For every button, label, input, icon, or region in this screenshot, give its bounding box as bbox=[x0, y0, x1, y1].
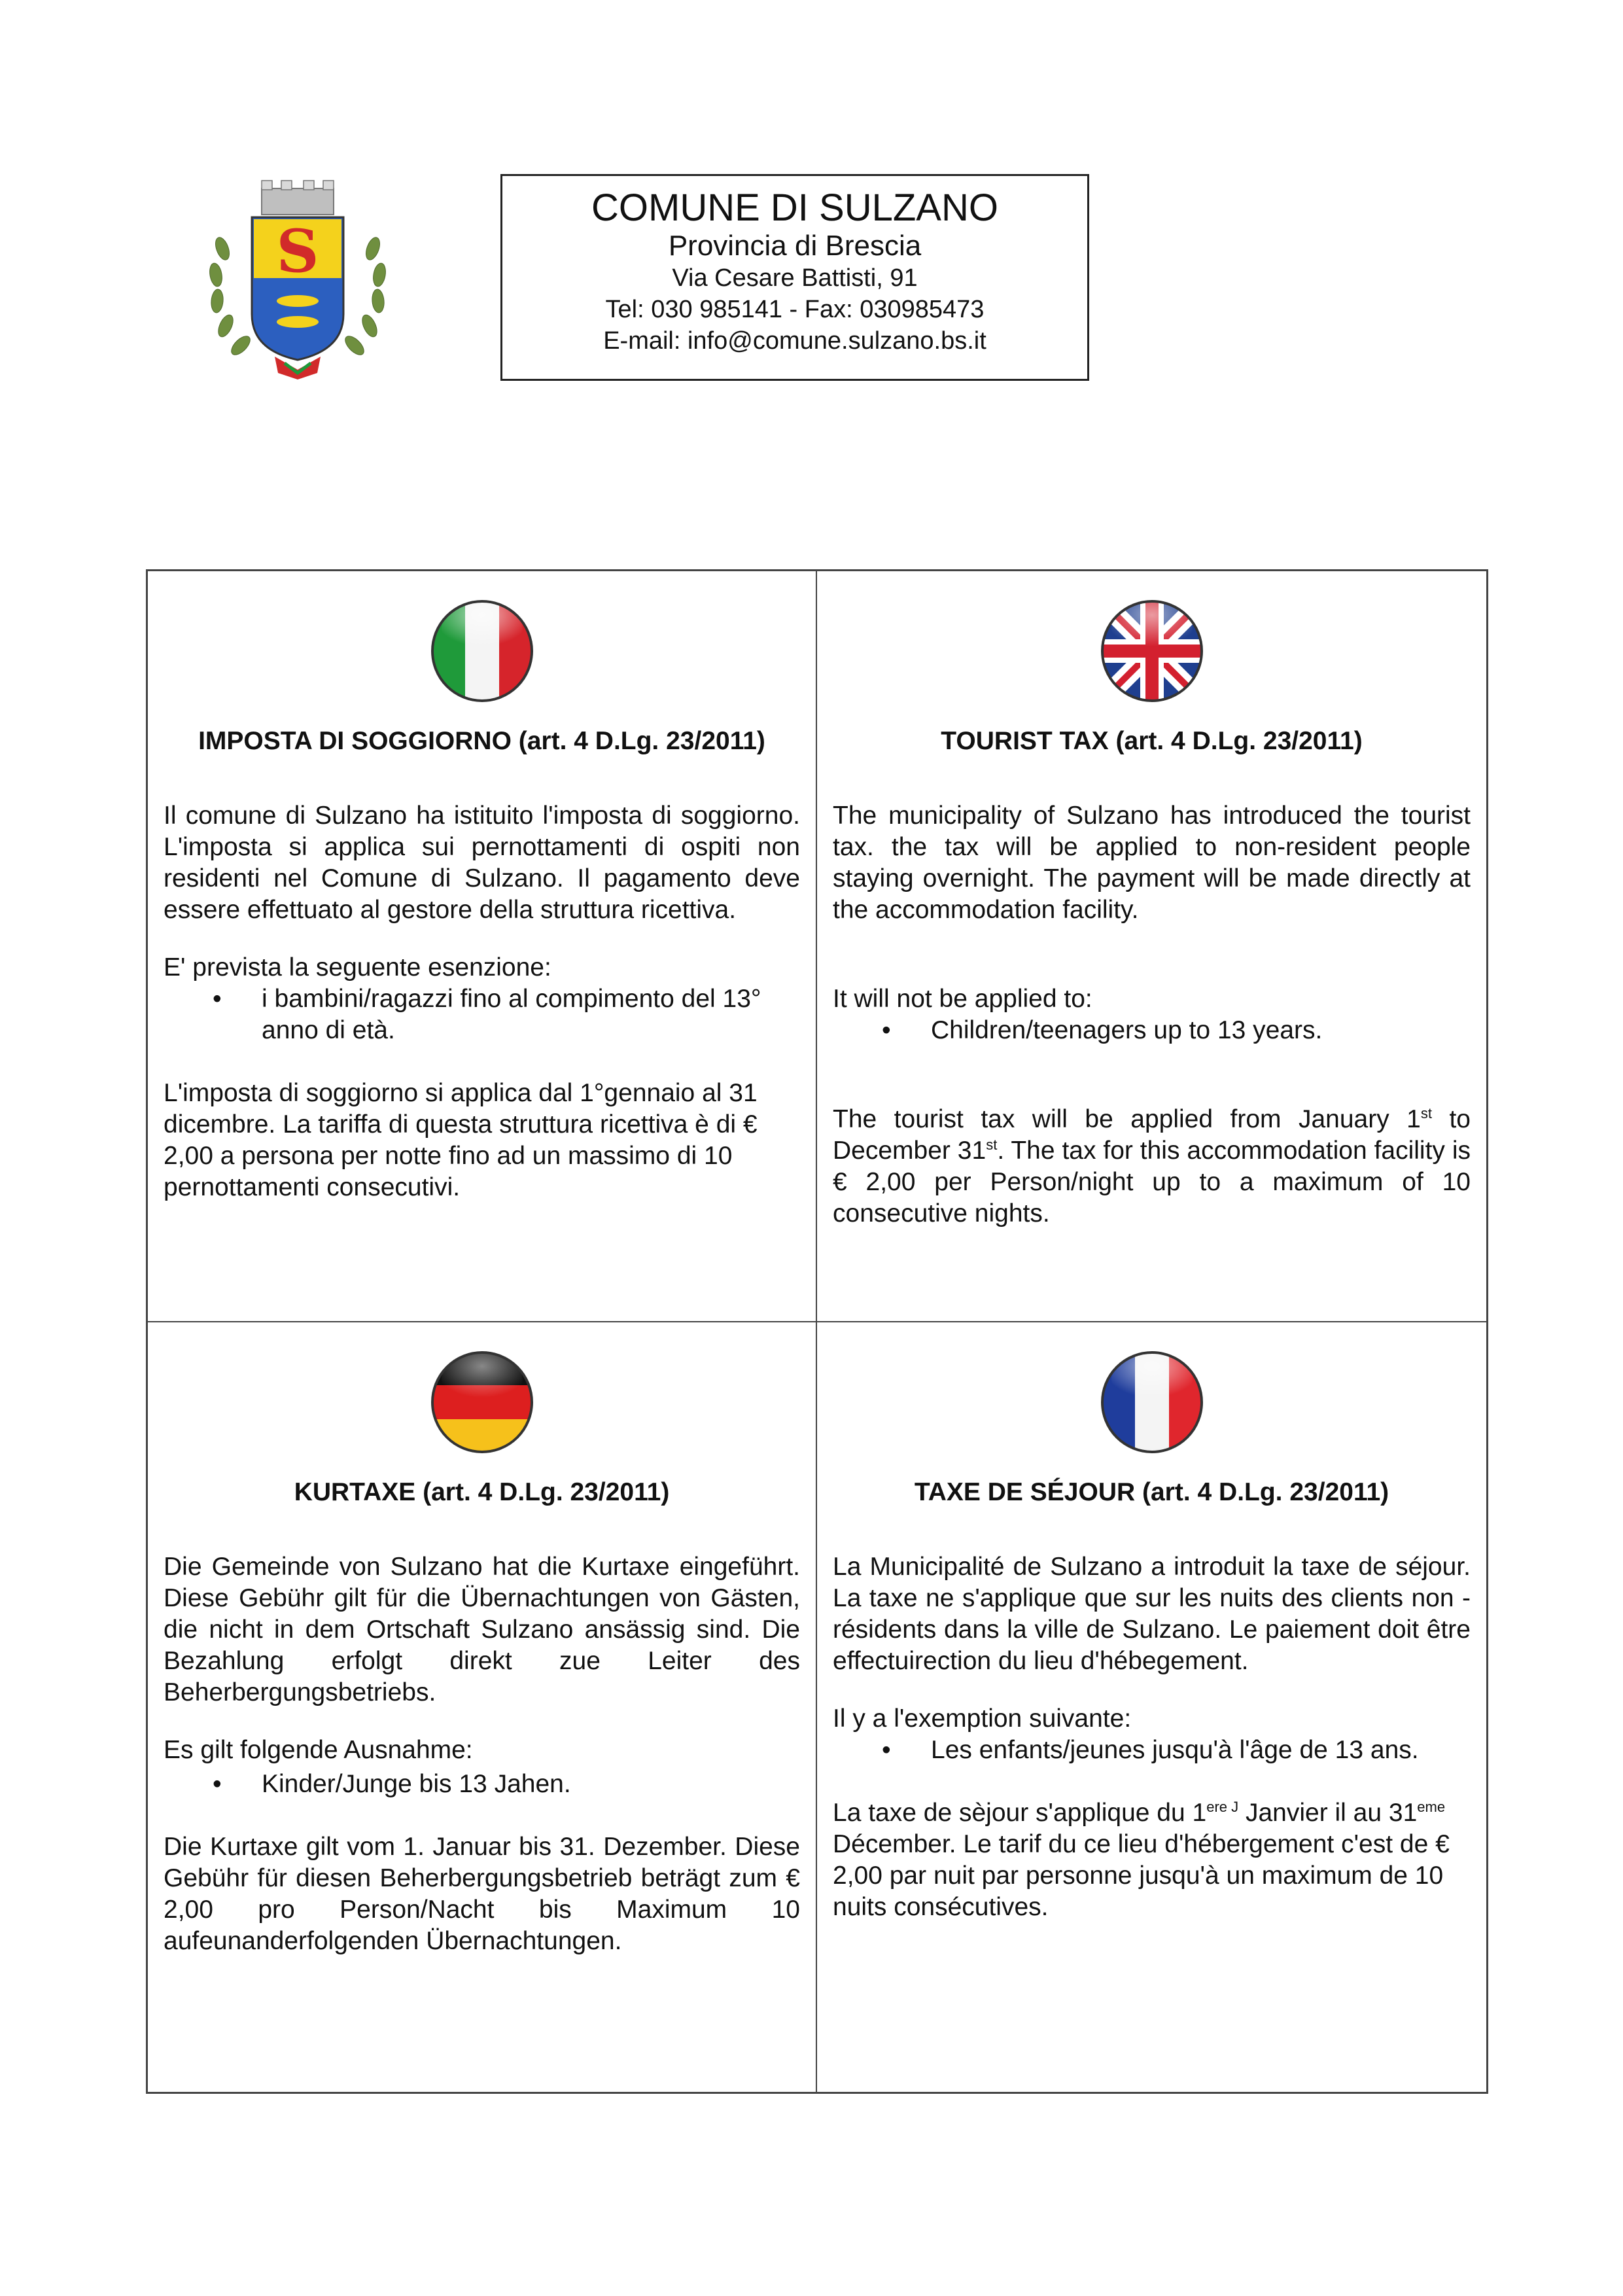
uk-flag-icon bbox=[1100, 599, 1204, 703]
french-heading: TAXE DE SÉJOUR (art. 4 D.Lg. 23/2011) bbox=[914, 1478, 1389, 1506]
french-exemption-item bbox=[833, 1735, 1471, 1766]
english-heading: TOURIST TAX (art. 4 D.Lg. 23/2011) bbox=[941, 727, 1363, 755]
italian-intro-text: Il comune di Sulzano ha istituito l'imposta di soggiorno. L'imposta si applica sui pernottamenti di ospiti non residenti nel Comune di Sulzano. Il pagamento deve essere effettuato al gestore della struttura ricettiva. bbox=[164, 802, 800, 924]
municipality-title: COMUNE DI SULZANO bbox=[591, 186, 998, 229]
tax-info-grid bbox=[146, 569, 1488, 2094]
german-exemption-item bbox=[164, 1769, 800, 1800]
crest-letter: S bbox=[276, 217, 319, 286]
french-exemption-text: Les enfants/jeunes jusqu'à l'âge de 13 ans. bbox=[931, 1736, 1419, 1764]
french-exemption-intro: Il y a l'exemption suivante: bbox=[833, 1704, 1132, 1733]
address-line: Via Cesare Battisti, 91 bbox=[672, 264, 918, 292]
french-rate-text: La taxe de sèjour s'applique du $1^{ere J}$ Janvier il au 31eme Décember. Le tarif du ce lieu d'hébergement c'est de € 2,00 par nuit par personne jusqu'à un maximum de 10 nuits consécutives. bbox=[833, 1799, 1450, 1921]
english-intro-text: The municipality of Sulzano has introduced the tourist tax. the tax will be applied to non-resident people staying overnight. The payment will be made directly at the accommodation facility. bbox=[833, 802, 1471, 924]
section-italian bbox=[148, 571, 817, 1322]
email-line: E-mail: info@comune.sulzano.bs.it bbox=[603, 327, 986, 355]
english-exemption-item bbox=[833, 1015, 1471, 1046]
italian-rate-text: L'imposta di soggiorno si applica dal 1°gennaio al 31 dicembre. La tariffa di questa struttura ricettiva è di € 2,00 a persona per notte fino ad un massimo di 10 pernottamenti consecutivi. bbox=[164, 1079, 758, 1201]
province-line: Provincia di Brescia bbox=[668, 230, 922, 262]
italian-heading: IMPOSTA DI SOGGIORNO (art. 4 D.Lg. 23/2011) bbox=[198, 727, 765, 755]
section-english bbox=[817, 571, 1486, 1322]
italian-exemption-text: i bambini/ragazzi fino al compimento del 13° anno di età. bbox=[262, 985, 761, 1044]
section-german bbox=[148, 1322, 817, 2092]
german-rate-text: Die Kurtaxe gilt vom 1. Januar bis 31. Dezember. Diese Gebühr für diesen Beherbergungsbetrieb beträgt zum € 2,00 pro Person/Nacht bis Maximum 10 aufeunanderfolgenden Übernachtungen. bbox=[164, 1833, 800, 1955]
bullet-icon: • bbox=[213, 1770, 222, 1798]
bullet-icon: • bbox=[213, 985, 222, 1013]
municipality-header bbox=[500, 174, 1089, 381]
germany-flag-icon bbox=[430, 1350, 534, 1455]
german-exemption-intro: Es gilt folgende Ausnahme: bbox=[164, 1736, 473, 1764]
bullet-icon: • bbox=[882, 1736, 891, 1764]
italy-flag-icon bbox=[430, 599, 534, 703]
german-intro-text: Die Gemeinde von Sulzano hat die Kurtaxe eingeführt. Diese Gebühr gilt für die Übernachtungen von Gästen, die nicht in dem Ortschaft Sulzano ansässig sind. Die Bezahlung erfolgt direkt zue Leiter des Beherbergungsbetriebs. bbox=[164, 1553, 800, 1706]
italian-exemption-item bbox=[164, 983, 800, 1046]
english-exemption-text: Children/teenagers up to 13 years. bbox=[931, 1016, 1323, 1044]
french-intro-text: La Municipalité de Sulzano a introduit la taxe de séjour. La taxe ne s'applique que sur les nuits des clients non -résidents dans la ville de Sulzano. Le paiement doit être effectuirection du lieu d'hébegement. bbox=[833, 1553, 1471, 1675]
german-exemption-text: Kinder/Junge bis 13 Jahen. bbox=[262, 1770, 571, 1798]
german-heading: KURTAXE (art. 4 D.Lg. 23/2011) bbox=[294, 1478, 670, 1506]
english-exemption-intro: It will not be applied to: bbox=[833, 985, 1092, 1013]
bullet-icon: • bbox=[882, 1016, 891, 1044]
english-rate-text: The tourist tax will be applied from January 1st to December 31st. The tax for this accommodation facility is € 2,00 per Person/night up to a maximum of 10 consecutive nights. bbox=[833, 1105, 1471, 1227]
coat-of-arms-logo bbox=[196, 177, 399, 386]
section-french bbox=[817, 1322, 1486, 2092]
phone-fax-line: Tel: 030 985141 - Fax: 030985473 bbox=[605, 296, 985, 323]
france-flag-icon bbox=[1100, 1350, 1204, 1455]
italian-exemption-intro: E' prevista la seguente esenzione: bbox=[164, 953, 551, 981]
